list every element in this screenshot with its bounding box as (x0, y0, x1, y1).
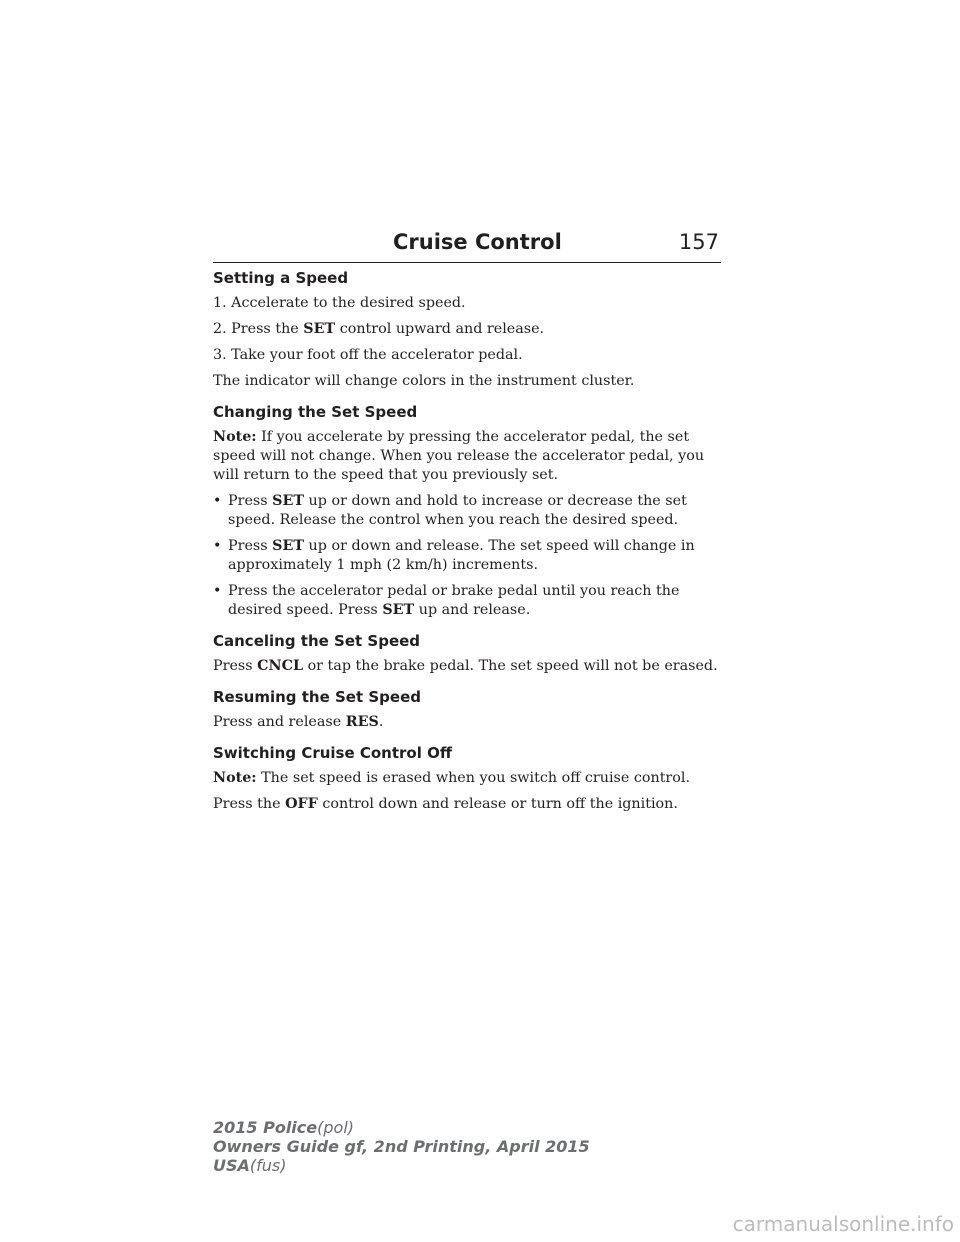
set-key-label: SET (303, 321, 336, 337)
page-number: 157 (678, 230, 719, 254)
bullet-item: • Press SET up or down and hold to increase or decrease the set speed. Release the control when you reach the desired speed. (213, 493, 687, 528)
bullet-icon: • (213, 538, 222, 554)
note-paragraph: Note: If you accelerate by pressing the accelerator pedal, the set speed will not change. When you release the accelerator pedal, you will return to the speed that you previously set. (213, 429, 705, 483)
resuming-paragraph: Press and release RES. (213, 714, 384, 730)
note-paragraph: Note: The set speed is erased when you switch off cruise control. (213, 770, 690, 786)
heading-switching-off: Switching Cruise Control Off (213, 744, 453, 762)
page-header (213, 228, 721, 263)
note-label: Note: (213, 770, 257, 786)
switching-paragraph: Press the OFF control down and release or turn off the ignition. (213, 796, 678, 812)
bullet-item: • Press the accelerator pedal or brake pedal until you reach the desired speed. Press SET up and release. (213, 583, 680, 618)
page-content (213, 268, 723, 821)
canceling-paragraph: Press CNCL or tap the brake pedal. The set speed will not be erased. (213, 658, 718, 674)
watermark: carmanualsonline.info (732, 1212, 954, 1236)
bullet-icon: • (213, 493, 222, 509)
heading-changing-set-speed: Changing the Set Speed (213, 403, 418, 421)
bullet-item: • Press SET up or down and release. The set speed will change in approximately 1 mph (2 km/h) increments. (213, 538, 695, 573)
step-1: 1. Accelerate to the desired speed. (213, 295, 466, 311)
indicator-paragraph: The indicator will change colors in the instrument cluster. (213, 373, 635, 389)
heading-setting-a-speed: Setting a Speed (213, 269, 349, 287)
chapter-title: Cruise Control (393, 230, 562, 254)
footer-line-1: 2015 Police(pol) (213, 1118, 354, 1137)
step-3: 3. Take your foot off the accelerator pedal. (213, 347, 523, 363)
heading-canceling-set-speed: Canceling the Set Speed (213, 632, 421, 650)
bullet-icon: • (213, 583, 222, 599)
heading-resuming-set-speed: Resuming the Set Speed (213, 688, 421, 706)
footer-line-3: USA(fus) (213, 1156, 287, 1175)
note-label: Note: (213, 429, 257, 445)
step-2: 2. Press the SET control upward and release. (213, 321, 545, 337)
page-footer (213, 1118, 590, 1175)
footer-line-2: Owners Guide gf, 2nd Printing, April 2015 (213, 1137, 590, 1156)
